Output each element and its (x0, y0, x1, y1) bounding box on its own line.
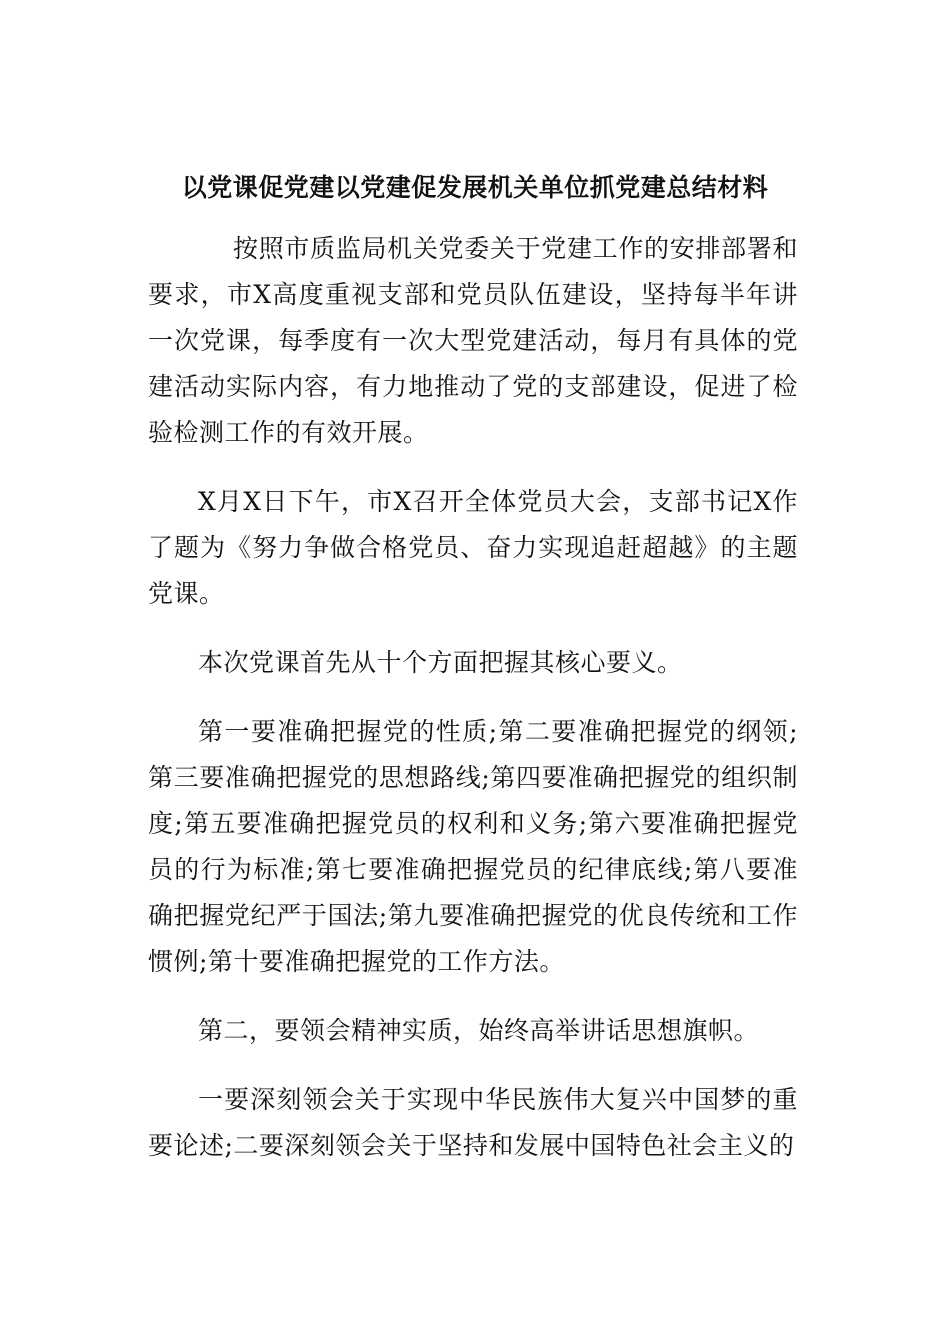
paragraph-second-point: 第二，要领会精神实质，始终高举讲话思想旗帜。 (198, 1016, 760, 1045)
paragraph-core-meaning: 本次党课首先从十个方面把握其核心要义。 (198, 648, 683, 677)
paragraph-ten-aspects: 第一要准确把握党的性质;第二要准确把握党的纲领;第三要准确把握党的思想路线;第四要准确把握党的组织制度;第五要准确把握党员的权利和义务;第六要准确把握党员的行为标准;第七要准确把握党员的纪律底线;第八要准确把握党纪严于国法;第九要准确把握党的优良传统和工作惯例;第十要准确把握党的工作方法。 (148, 717, 798, 976)
document-body (148, 226, 798, 1192)
paragraph-understanding: 一要深刻领会关于实现中华民族伟大复兴中国梦的重要论述;二要深刻领会关于坚持和发展中国特色社会主义的 (148, 1085, 798, 1160)
paragraph-party-meeting: X月X日下午，市X召开全体党员大会，支部书记X作了题为《努力争做合格党员、奋力实现追赶超越》的主题党课。 (148, 487, 798, 608)
paragraph-intro: 按照市质监局机关党委关于党建工作的安排部署和要求，市X高度重视支部和党员队伍建设，坚持每半年讲一次党课，每季度有一次大型党建活动，每月有具体的党建活动实际内容，有力地推动了党的支部建设，促进了检验检测工作的有效开展。 (148, 234, 798, 447)
document-title: 以党课促党建以党建促发展机关单位抓党建总结材料 (181, 173, 769, 202)
